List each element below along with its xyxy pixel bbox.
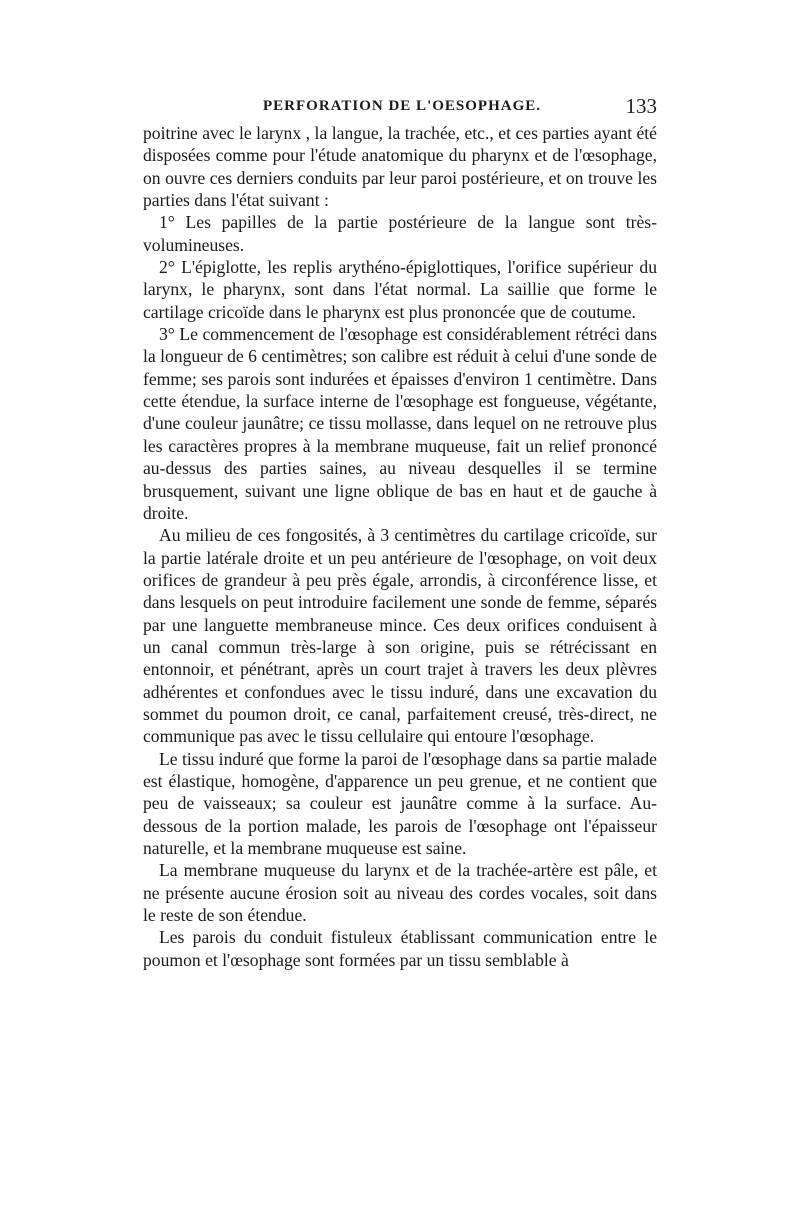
paragraph: Les parois du conduit fistuleux établissant communication entre le poumon et l'œsophage sont formées par un tissu semblable à: [143, 927, 657, 970]
paragraph: poitrine avec le larynx , la langue, la trachée, etc., et ces parties ayant été disposées comme pour l'étude anatomique du pharynx et de l'œsophage, on ouvre ces derniers conduits par leur paroi postérieure, et on trouve les parties dans l'état suivant :: [143, 123, 657, 211]
paragraph: Au milieu de ces fongosités, à 3 centimètres du cartilage cricoïde, sur la partie latérale droite et un peu antérieure de l'œsophage, on voit deux orifices de grandeur à peu près égale, arrondis, à circonférence lisse, et dans lesquels on peut introduire facilement une sonde de femme, séparés par une languette membraneuse mince. Ces deux orifices conduisent à un canal commun très-large à son origine, puis se rétrécissant en entonnoir, et pénétrant, après un court trajet à travers les deux plèvres adhérentes et confondues avec le tissu induré, dans une excavation du sommet du poumon droit, ce canal, parfaitement creusé, très-direct, ne communique pas avec le tissu cellulaire qui entoure l'œsophage.: [143, 525, 657, 747]
paragraph: Le tissu induré que forme la paroi de l'œsophage dans sa partie malade est élastique, homogène, d'apparence un peu grenue, et ne contient que peu de vaisseaux; sa couleur est jaunâtre comme à la surface. Au-dessous de la portion malade, les parois de l'œsophage ont l'épaisseur naturelle, et la membrane muqueuse est saine.: [143, 748, 657, 858]
page-number: 133: [625, 94, 657, 118]
paragraph: 1° Les papilles de la partie postérieure de la langue sont très-volumineuses.: [143, 212, 657, 255]
paragraph: 2° L'épiglotte, les replis arythéno-épiglottiques, l'orifice supérieur du larynx, le pharynx, sont dans l'état normal. La saillie que forme le cartilage cricoïde dans le pharynx est plus prononcée que de coutume.: [143, 257, 657, 322]
paragraph: 3° Le commencement de l'œsophage est considérablement rétréci dans la longueur de 6 centimètres; son calibre est réduit à celui d'une sonde de femme; ses parois sont indurées et épaisses d'environ 1 centimètre. Dans cette étendue, la surface interne de l'œsophage est fongueuse, végétante, d'une couleur jaunâtre; ce tissu mollasse, dans lequel on ne retrouve plus les caractères propres à la membrane muqueuse, fait un relief prononcé au-dessus des parties saines, au niveau desquelles il se termine brusquement, suivant une ligne oblique de bas en haut et de gauche à droite.: [143, 324, 657, 523]
book-page: [143, 92, 657, 971]
running-title: PERFORATION DE L'OESOPHAGE.: [263, 98, 542, 114]
paragraph: La membrane muqueuse du larynx et de la trachée-artère est pâle, et ne présente aucune érosion soit au niveau des cordes vocales, soit dans le reste de son étendue.: [143, 860, 657, 926]
running-head: [143, 92, 657, 122]
body-text: [143, 122, 657, 971]
